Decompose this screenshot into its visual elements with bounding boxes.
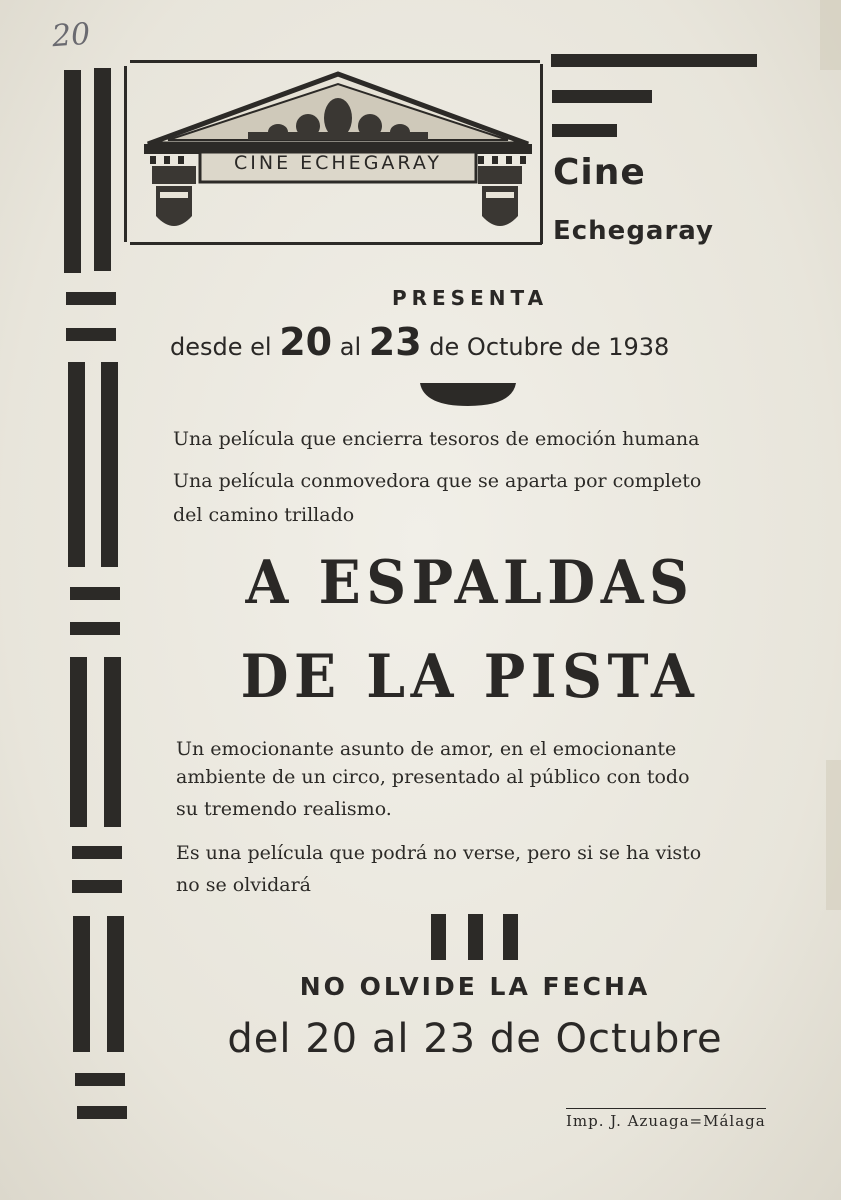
closing-line-1: Es una película que podrá no verse, pero si se ha visto: [176, 842, 702, 864]
closing-line-2: no se olvidará: [176, 874, 311, 896]
presenta-heading: PRESENTA: [391, 286, 549, 310]
paper-stain: [820, 0, 841, 70]
date-end-day: 23: [368, 320, 422, 364]
final-date: del 20 al 23 de Octubre: [227, 1016, 723, 1062]
handwritten-note: 20: [50, 16, 92, 55]
description-line-3: su tremendo realismo.: [176, 798, 392, 820]
intro-line-3: del camino trillado: [173, 504, 355, 526]
date-suffix: de Octubre de 1938: [429, 333, 670, 361]
intro-line-1: Una película que encierra tesoros de emoción humana: [173, 428, 700, 450]
paper-stain: [826, 760, 841, 910]
cine-label: Cine: [553, 152, 646, 193]
date-start-day: 20: [279, 320, 333, 364]
printer-imprint: Imp. J. Azuaga=Málaga: [566, 1108, 766, 1130]
description-line-2: ambiente de un circo, presentado al público con todo: [176, 766, 690, 788]
intro-line-2: Una película conmovedora que se aparta por completo: [173, 470, 702, 492]
bowl-ornament: [418, 380, 518, 408]
film-title-line-2: DE LA PISTA: [240, 642, 700, 712]
cinema-pediment-illustration: [138, 66, 538, 236]
date-line: [170, 320, 770, 364]
date-prefix: desde el: [170, 333, 272, 361]
reminder-heading: NO OLVIDE LA FECHA: [299, 972, 651, 1001]
film-title-line-1: A ESPALDAS: [245, 548, 695, 618]
echegaray-label: Echegaray: [553, 216, 714, 246]
date-connector: al: [339, 333, 362, 361]
pediment-sign-text: CINE ECHEGARAY: [234, 152, 442, 174]
description-line-1: Un emocionante asunto de amor, en el emocionante: [176, 738, 677, 760]
